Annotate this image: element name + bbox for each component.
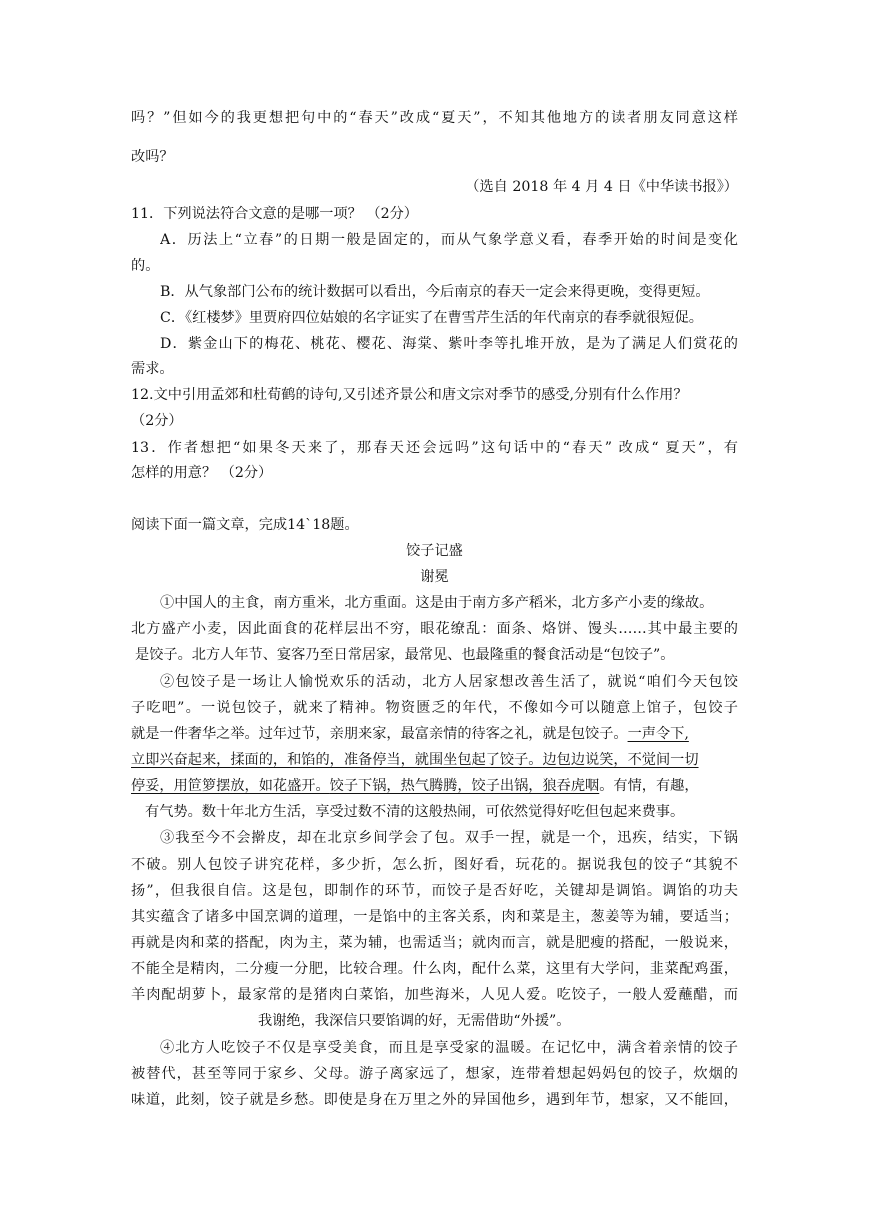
question-11: 11．下列说法符合文意的是哪一项？ （2分） <box>131 206 418 222</box>
paragraph-line: 不破。别人包饺子讲究花样，多少折，怎么折，图好看，玩花的。据说我包的饺子“其貌不 <box>131 857 738 873</box>
option-c: C．《红楼梦》里贾府四位姑娘的名字证实了在曹雪芹生活的年代南京的春季就很短促。 <box>160 310 703 326</box>
paragraph-line: 子吃吧”。一说包饺子，就来了精神。物资匮乏的年代，不像如今可以随意上馆子，包饺子 <box>131 700 738 716</box>
option-a: A．历法上“立春”的日期一般是固定的，而从气象学意义看，春季开始的时间是变化 <box>160 232 738 248</box>
text-line: 怎样的用意？ （2分） <box>131 465 273 481</box>
paragraph-line: ③我至今不会擀皮，却在北京乡间学会了包。双手一捏，就是一个，迅疾，结实，下锅 <box>160 830 738 846</box>
text-segment: 就是一件奢华之举。过年过节，亲朋来家，最富亲情的待客之礼，就是包饺子。 <box>131 726 628 742</box>
option-d: D．紫金山下的梅花、桃花、樱花、海棠、紫叶李等扎堆开放，是为了满足人们赏花的 <box>160 336 738 352</box>
paragraph-line: 再就是肉和菜的搭配，肉为主，菜为辅，也需适当；就肉而言，就是肥瘦的搭配，一般说来， <box>131 935 738 951</box>
text-line: （2分） <box>131 413 183 429</box>
paragraph-line <box>131 750 738 770</box>
question-12: 12.文中引用孟郊和杜荀鹤的诗句,又引述齐景公和唐文宗对季节的感受,分别有什么作用？ <box>131 387 688 403</box>
paragraph-line: ④北方人吃饺子不仅是享受美食，而且是享受家的温暖。在记忆中，满含着亲情的饺子 <box>160 1040 738 1056</box>
text-line: 的。 <box>131 258 160 274</box>
text-line: 改吗？ <box>131 149 174 165</box>
source-citation: （选自 2018 年 4 月 4 日《中华读书报》） <box>465 179 738 195</box>
paragraph-line: 北方盛产小麦，因此面食的花样层出不穷，眼花缭乱：面条、烙饼、馒头……其中最主要的 <box>131 621 738 637</box>
paragraph-line <box>131 776 738 796</box>
text-segment: 。有情，有趣， <box>599 778 699 794</box>
paragraph-line: 是饺子。北方人年节、宴客乃至日常居家，最常见、也最隆重的餐食活动是“包饺子”。 <box>135 647 675 663</box>
text-line: 吗？”但如今的我更想把句中的“春天”改成“夏天”，不知其他地方的读者朋友同意这样 <box>131 110 738 126</box>
paragraph-line: 味道，此刻，饺子就是乡愁。即使是身在万里之外的异国他乡，遇到年节，想家，又不能回， <box>131 1092 738 1108</box>
option-b: B．从气象部门公布的统计数据可以看出，今后南京的春天一定会来得更晚，变得更短。 <box>160 284 710 300</box>
paragraph-line: 我谢绝，我深信只要馅调的好，无需借助“外援”。 <box>258 1013 571 1029</box>
paragraph-line <box>131 724 738 744</box>
underlined-text: 边包边说笑，不觉间一切 <box>542 752 699 768</box>
paragraph-line: 有气势。数十年北方生活，享受过数不清的这般热闹，可依然觉得好吃但包起来费事。 <box>145 804 685 820</box>
reading-instruction: 阅读下面一篇文章，完成14`18题。 <box>131 517 359 533</box>
underlined-text: 一声令下, <box>627 726 689 742</box>
paragraph-line: 被替代，甚至等同于家乡、父母。游子离家远了，想家，连带着想起妈妈包的饺子，炊烟的 <box>131 1066 738 1082</box>
underlined-text: 饺子下锅，热气腾腾，饺子出锅，狼吞虎咽 <box>329 778 600 794</box>
question-13: 13．作者想把“如果冬天来了，那春天还会远吗”这句话中的“春天” 改成“ 夏天”，有 <box>131 440 738 456</box>
paragraph-line: ①中国人的主食，南方重米，北方重面。这是由于南方多产稻米，北方多产小麦的缘故。 <box>160 595 714 611</box>
paragraph-line: ②包饺子是一场让人愉悦欢乐的活动，北方人居家想改善生活了，就说“咱们今天包饺 <box>160 674 738 690</box>
article-author: 谢冕 <box>420 569 449 585</box>
article-title: 饺子记盛 <box>406 543 463 559</box>
underlined-text: 立即兴奋起来，揉面的，和馅的，准备停当，就围坐包起了饺子。 <box>131 752 543 768</box>
underlined-text: 停妥，用笸箩摆放，如花盛开。 <box>131 778 330 794</box>
paragraph-line: 羊肉配胡萝卜，最家常的是猪肉白菜馅，加些海米，人见人爱。吃饺子，一般人爱蘸醋，而 <box>131 987 738 1003</box>
paragraph-line: 不能全是精肉，二分瘦一分肥，比较合理。什么肉，配什么菜，这里有大学问，韭菜配鸡蛋， <box>131 961 738 977</box>
text-line: 需求。 <box>131 361 174 377</box>
paragraph-line: 其实蕴含了诸多中国烹调的道理，一是馅中的主客关系，肉和菜是主，葱姜等为辅，要适当； <box>131 909 738 925</box>
paragraph-line: 扬”，但我很自信。这是包，即制作的环节，而饺子是否好吃，关键却是调馅。调馅的功夫 <box>131 883 738 899</box>
